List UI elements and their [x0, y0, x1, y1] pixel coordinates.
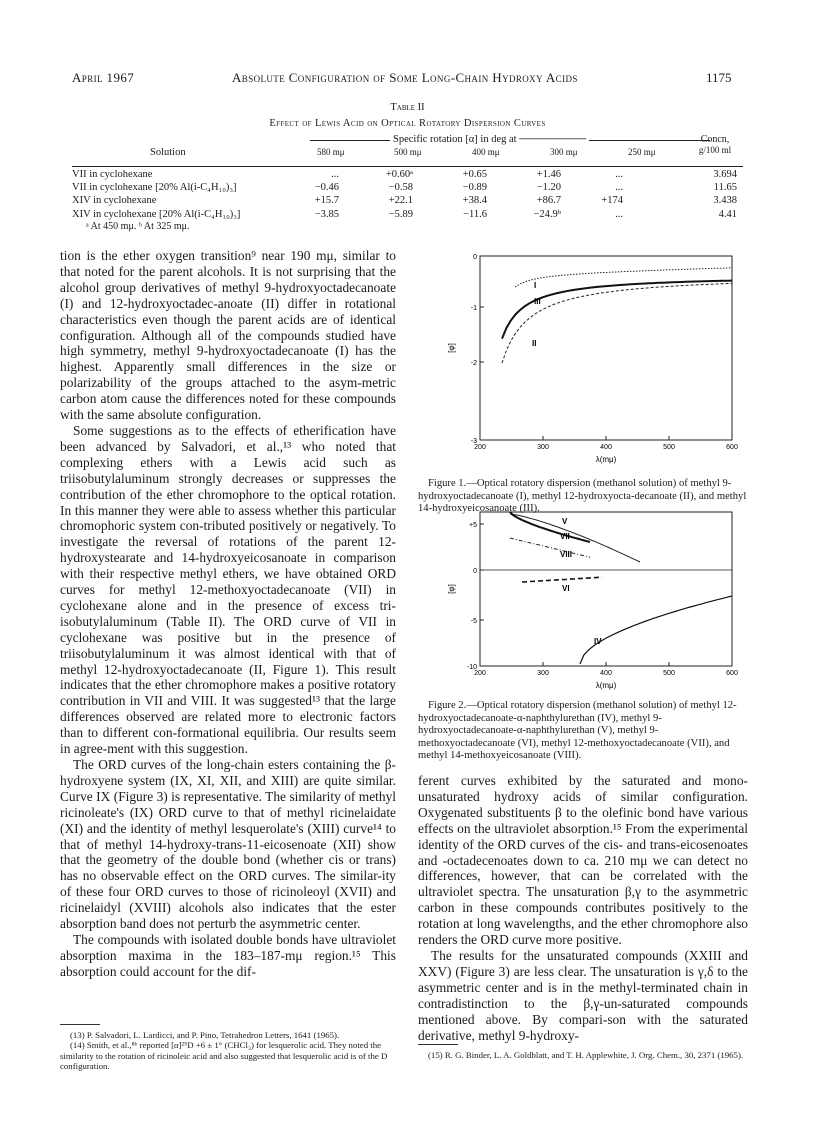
- plot-frame: [480, 256, 732, 440]
- left-column: [60, 248, 396, 980]
- figure-1-caption: Figure 1.—Optical rotatory dispersion (methanol solution) of methyl 9-hydroxyoctadecanoate (I), methyl 12-hydroxyocta-decanoate (II), and methyl 14-hydroxyeicosanoate (III).: [418, 478, 747, 515]
- left-footnotes: [60, 1030, 396, 1072]
- table-footnote: ᵃ At 450 mμ. ᵇ At 325 mμ.: [86, 220, 190, 232]
- plot-frame: [480, 512, 732, 666]
- curve-II: [502, 283, 732, 363]
- col-250: 250 mμ: [628, 147, 656, 157]
- footnote: (15) R. G. Binder, L. A. Goldblatt, and T. H. Applewhite, J. Org. Chem., 30, 2371 (1965).: [428, 1050, 744, 1060]
- paragraph: ferent curves exhibited by the saturated and mono-unsaturated hydroxy acids of similar configuration. Oxygenated substituents β to the olefinic bond have various effects on the ultraviolet absorption.¹⁵ From the experimental identity of the ORD curves of the cis- and trans-eicosenoates and -octadecenoates down to ca. 210 mμ we can detect no differences, however, that can be correlated with the ultraviolet spectra. The unsaturation β,γ to the asymmetric carbon in these compounds contributes positively to the rotation at long wavelengths, and the ether chromophore also renders the ORD curve more positive.: [418, 773, 748, 948]
- x-axis-label: λ(mμ): [595, 681, 617, 690]
- x-tick-label: 200: [474, 670, 486, 677]
- x-tick-label: 400: [600, 444, 612, 451]
- x-tick-label: 600: [726, 444, 738, 451]
- curve-label-V: V: [562, 517, 568, 526]
- table-header: [72, 134, 743, 166]
- running-header-title: Absolute Configuration of Some Long-Chain Hydroxy Acids: [232, 70, 578, 85]
- footnote: (13) P. Salvadori, L. Lardicci, and P. Pino, Tetrahedron Letters, 1641 (1965).: [70, 1030, 340, 1040]
- footnote-rule: [60, 1024, 100, 1025]
- col-300: 300 mμ: [550, 147, 578, 157]
- table-row: XIV in cyclohexane +15.7 +22.1 +38.4 +86.7 +174 3.438: [72, 195, 737, 207]
- y-tick-label: -3: [470, 438, 477, 445]
- y-tick-label: 0: [473, 254, 477, 261]
- curve-VI: [522, 577, 602, 582]
- paragraph: tion is the ether oxygen transition⁹ near 190 mμ, similar to that noted for the parent alcohols. It is not surprising that the alcohol group derivatives of methyl 9-hydroxyoctadecanoate (I) and 12-hydroxyoctadec-anoate (II) differ in rotational characteristics even though the parent acids are of identical configuration. Although all of the compounds studied have high symmetry, methyl 9-hydroxyoctadecanoate (I) has the highest. Apparently small differences in the size or polarizability of the groups attached to the asym-metric carbon atom cause the differences noted for these compounds with the same absolute configuration.: [60, 248, 396, 423]
- curve-IV: [580, 596, 732, 664]
- table-ii: [72, 134, 743, 232]
- right-column: [418, 773, 748, 1043]
- table-body: [72, 168, 743, 221]
- y-tick-label: -10: [466, 664, 477, 671]
- figure-2-caption: Figure 2.—Optical rotatory dispersion (methanol solution) of methyl 12-hydroxyoctadecanoate-α-naphthylurethan (IV), methyl 9-hydroxyoctadecanoate-α-naphthylurethan (V), methyl 9-methoxyoctadecanoate (VI), methyl 12-methoxyoctadecanoate (VII), and methyl 14-methoxyeicosanoate (VIII).: [418, 700, 737, 762]
- curve-label-VI: VI: [562, 584, 570, 593]
- paragraph: Some suggestions as to the effects of etherification have been advanced by Salvadori, et al.,¹³ who noted that complexing ethers with a Lewis acid such as triisobutylaluminum strongly decreases or suppresses the contribution of the ether chromophore to the optical rotation. In this manner they were able to assess whether this particular chromophoric system con-tributed positively or negatively. To investigate the reversal of rotations of the parent 12-hydroxystearate and 14-hydroxyeicosanoate in comparison with their respective methyl ethers, we have obtained ORD curves for methyl 12-methoxyoctadecanoate (VII) in cyclohexane alone and in the presence of excess tri-isobutylaluminum (Table II). The ORD curve of VII in cyclohexane was positive but in the presence of triisobutylaluminum it was almost identical with that of methyl 12-hydroxyoctadecanoate (II, Figure 1). This result indicates that the ether chromophore makes a positive rotatory contribution in VII and VIII. It was suggested¹³ that the large differences observed are related more to electronic factors than to different con-formational equilibria. Our results seem in agree-ment with this suggestion.: [60, 422, 396, 757]
- table-number: Table II: [390, 102, 425, 113]
- y-tick-label: -1: [470, 305, 477, 312]
- page-number: 1175: [706, 70, 732, 85]
- y-axis-label: [φ]: [447, 343, 456, 353]
- paragraph: The compounds with isolated double bonds have ultraviolet absorption maxima in the 183–187-mμ region.¹⁵ This absorption could account for the dif-: [60, 931, 396, 979]
- y-tick-label: 0: [473, 568, 477, 575]
- x-axis-label: λ(mμ): [595, 455, 617, 464]
- table-title: Effect of Lewis Acid on Optical Rotatory Dispersion Curves: [269, 118, 546, 129]
- figure-2-chart: [440, 508, 740, 696]
- y-tick-label: +5: [469, 522, 477, 529]
- table-row: XIV in cyclohexane [20% Al(i-C₄H₁₀)₃] −3.85 −5.89 −11.6 −24.9ᵇ ... 4.41: [72, 208, 737, 220]
- table-row: VII in cyclohexane ... +0.60ᵃ +0.65 +1.46 ... 3.694: [72, 169, 737, 180]
- footnote-rule: [418, 1044, 458, 1045]
- x-tick-label: 300: [537, 670, 549, 677]
- x-tick-label: 600: [726, 670, 738, 677]
- curve-label-III: III: [534, 297, 541, 306]
- spanner-label: Specific rotation [α] in deg at ─────────: [390, 134, 589, 145]
- curve-VIII: [510, 538, 590, 557]
- col-400: 400 mμ: [472, 147, 500, 157]
- col-580: 580 mμ: [317, 147, 345, 157]
- footnote: (14) Smith, et al.,⁸ᵇ reported [α]²⁵D +6 ± 1° (CHCl₃) for lesquerolic acid. They noted the similarity to the rotation of ricinoleic acid and also suggested that lesquerolic acid is of the D configuration.: [60, 1040, 388, 1072]
- curve-III: [502, 281, 732, 339]
- header-rule: [72, 166, 743, 167]
- x-tick-label: 200: [474, 444, 486, 451]
- y-tick-label: -5: [470, 618, 477, 625]
- right-footnotes: [418, 1050, 748, 1060]
- x-tick-label: 400: [600, 670, 612, 677]
- y-axis-label: [φ]: [447, 584, 456, 594]
- curve-label-IV: IV: [594, 637, 602, 646]
- figure-1-chart: [440, 250, 740, 472]
- paragraph: The results for the unsaturated compounds (XXIII and XXV) (Figure 3) are less clear. The unsaturation is γ,δ to the asymmetric center and is in the methyl-terminated chain in contradistinction to the β,γ-un-saturated compounds mentioned above. By compari-son with the saturated derivative, methyl 9-hydroxy-: [418, 947, 748, 1043]
- paragraph: The ORD curves of the long-chain esters containing the β-hydroxyene system (IX, XI, XII, and XIII) are quite similar. Curve IX (Figure 3) is representative. The similarity of methyl ricinoleate's (IX) ORD curve to that of methyl ricinelaidate (XI) and the identity of methyl lesquerolate's (XIII) curve¹⁴ to that of methyl 14-hydroxy-trans-11-eicosenoate (XII) show that the geometry of the double bond (whether cis or trans) has no observable effect on the ORD curves. The similar-ity of these four ORD curves to those of ricinoleoyl (XVII) and ricinelaidyl (XVIII) alcohols also indicates that the ester absorption band does not perturb the asymmetric center.: [60, 757, 396, 932]
- table-row: VII in cyclohexane [20% Al(i-C₄H₁₀)₃] −0.46 −0.58 −0.89 −1.20 ... 11.65: [72, 182, 737, 194]
- curve-label-II: II: [532, 339, 537, 348]
- col-solution: Solution: [150, 147, 186, 158]
- x-tick-label: 500: [663, 670, 675, 677]
- col-conc: Concn, g/100 ml: [698, 134, 732, 155]
- curve-label-I: I: [534, 281, 537, 290]
- x-tick-label: 300: [537, 444, 549, 451]
- col-500: 500 mμ: [394, 147, 422, 157]
- curve-label-VIII: VIII: [560, 550, 573, 559]
- curve-label-VII: VII: [560, 532, 570, 541]
- running-header-date: April 1967: [72, 70, 135, 85]
- y-tick-label: -2: [470, 360, 477, 367]
- x-tick-label: 500: [663, 444, 675, 451]
